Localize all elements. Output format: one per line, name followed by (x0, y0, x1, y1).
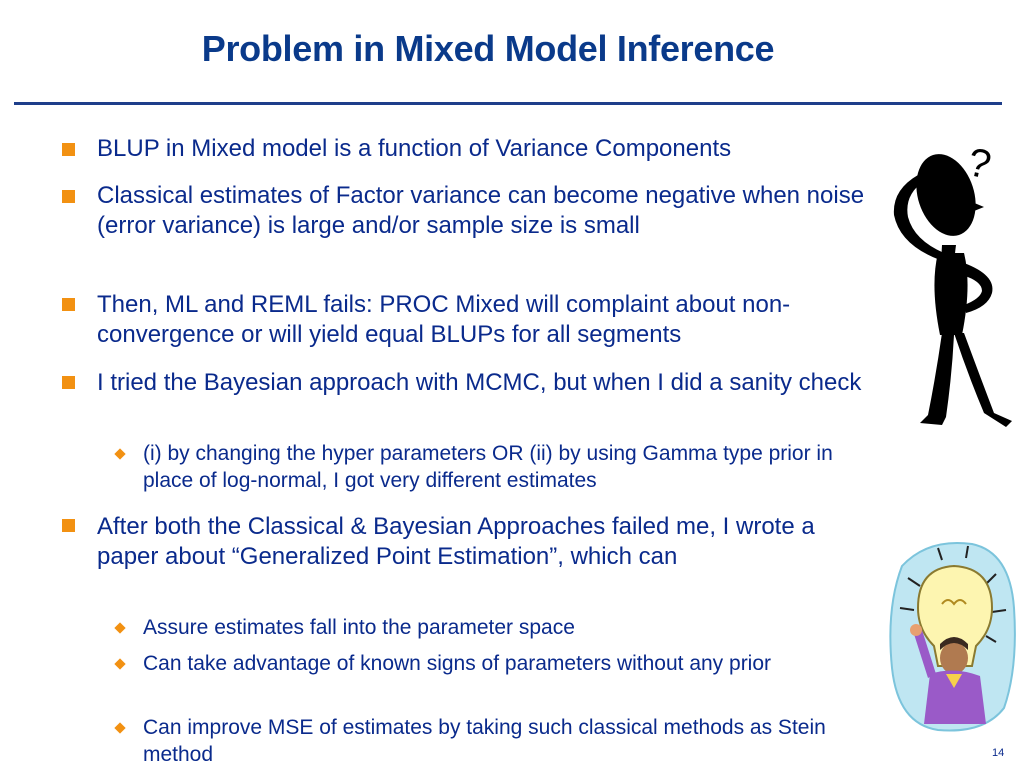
bullet-marker (62, 519, 75, 532)
sub-bullet-item: Assure estimates fall into the parameter space (143, 616, 575, 639)
bullet-marker (62, 143, 75, 156)
sub-bullet-item: Can improve MSE of estimates by taking such classical methods as Stein method (143, 716, 826, 766)
sub-bullet-marker (114, 622, 125, 633)
title-divider (14, 102, 1002, 105)
bullet-item: I tried the Bayesian approach with MCMC, but when I did a sanity check (97, 369, 862, 396)
bullet-item: Then, ML and REML fails: PROC Mixed will complaint about non-convergence or will yield equal BLUPs for all segments (97, 291, 791, 348)
sub-bullet-item: (i) by changing the hyper parameters OR (ii) by using Gamma type prior in place of log-normal, I got very different estimates (143, 442, 833, 492)
bullet-item: BLUP in Mixed model is a function of Variance Components (97, 135, 732, 162)
thinking-figure-icon (880, 135, 1024, 435)
question-mark: ? (963, 140, 995, 188)
bullet-marker (62, 190, 75, 203)
bullet-marker (62, 298, 75, 311)
sub-bullet-marker (114, 448, 125, 459)
bullet-marker (62, 376, 75, 389)
page-number: 14 (992, 747, 1005, 759)
bullet-item: Classical estimates of Factor variance can become negative when noise (error variance) is large and/or sample size is small (97, 182, 865, 239)
slide-title: Problem in Mixed Model Inference (201, 28, 775, 69)
sub-bullet-marker (114, 658, 125, 669)
bullet-item: After both the Classical & Bayesian Approaches failed me, I wrote a paper about “Generalized Point Estimation”, which can (97, 513, 815, 570)
lightbulb-idea-icon (888, 538, 1020, 734)
sub-bullet-item: Can take advantage of known signs of parameters without any prior (143, 652, 772, 675)
sub-bullet-marker (114, 722, 125, 733)
